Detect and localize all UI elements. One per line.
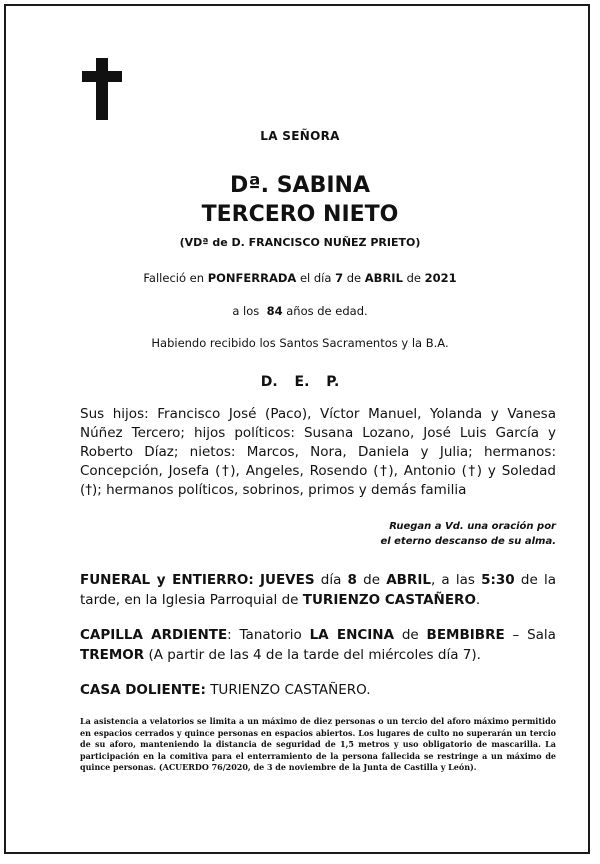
age-line: a los 84 años de edad.: [232, 304, 368, 318]
house-info: CASA DOLIENTE: TURIENZO CASTAÑERO.: [80, 682, 371, 698]
death-day: 7: [335, 271, 344, 285]
chapel-info: CAPILLA ARDIENTE: Tanatorio LA ENCINA de BEMBIBRE – Sala TREMOR (A partir de las 4 de la tarde del miércoles día 7).: [80, 627, 556, 663]
deceased-name-first: Dª. SABINA: [230, 173, 370, 198]
dep-heading: D. E. P.: [260, 374, 340, 390]
salutation: LA SEÑORA: [260, 129, 340, 143]
age-years: 84: [266, 304, 283, 318]
deceased-name-surnames: TERCERO NIETO: [201, 202, 399, 227]
death-year: 2021: [424, 271, 457, 285]
death-place: PONFERRADA: [207, 271, 297, 285]
death-line: Falleció en PONFERRADA el día 7 de ABRIL de 2021: [143, 271, 457, 285]
prayer-request: Ruegan a Vd. una oración por el eterno descanso de su alma.: [380, 521, 556, 547]
cross-icon: [82, 58, 122, 120]
widow-of: (VDª de D. FRANCISCO NUÑEZ PRIETO): [179, 236, 421, 249]
death-month: ABRIL: [364, 271, 403, 285]
sacraments-line: Habiendo recibido los Santos Sacramentos y la B.A.: [151, 336, 449, 350]
funeral-info: FUNERAL y ENTIERRO: JUEVES día 8 de ABRIL, a las 5:30 de la tarde, en la Iglesia Parroquial de TURIENZO CASTAÑERO.: [80, 572, 556, 608]
covid-notice: La asistencia a velatorios se limita a un máximo de diez personas o un tercio del aforo máximo permitido en espacios cerrados y quince personas en espacios abiertos. Los lugares de culto no superarán un tercio de su aforo, manteniendo la distancia de seguridad de 1,5 metros y uso obligatorio de mascarilla. La participación en la comitiva para el enterramiento de la persona fallecida se restringe a un máximo de quince personas. (ACUERDO 76/2020, de 3 de noviembre de la Junta de Castilla y León).: [80, 716, 556, 773]
family-list: Sus hijos: Francisco José (Paco), Víctor Manuel, Yolanda y Vanesa Núñez Tercero; hijos políticos: Susana Lozano, José Luis García y Roberto Díaz; nietos: Marcos, Nora, Daniela y Julia; hermanos: Concepción, Josefa (†), Angeles, Rosendo (†), Antonio (†) y Soledad (†); hermanos políticos, sobrinos, primos y demás familia: [80, 406, 556, 498]
